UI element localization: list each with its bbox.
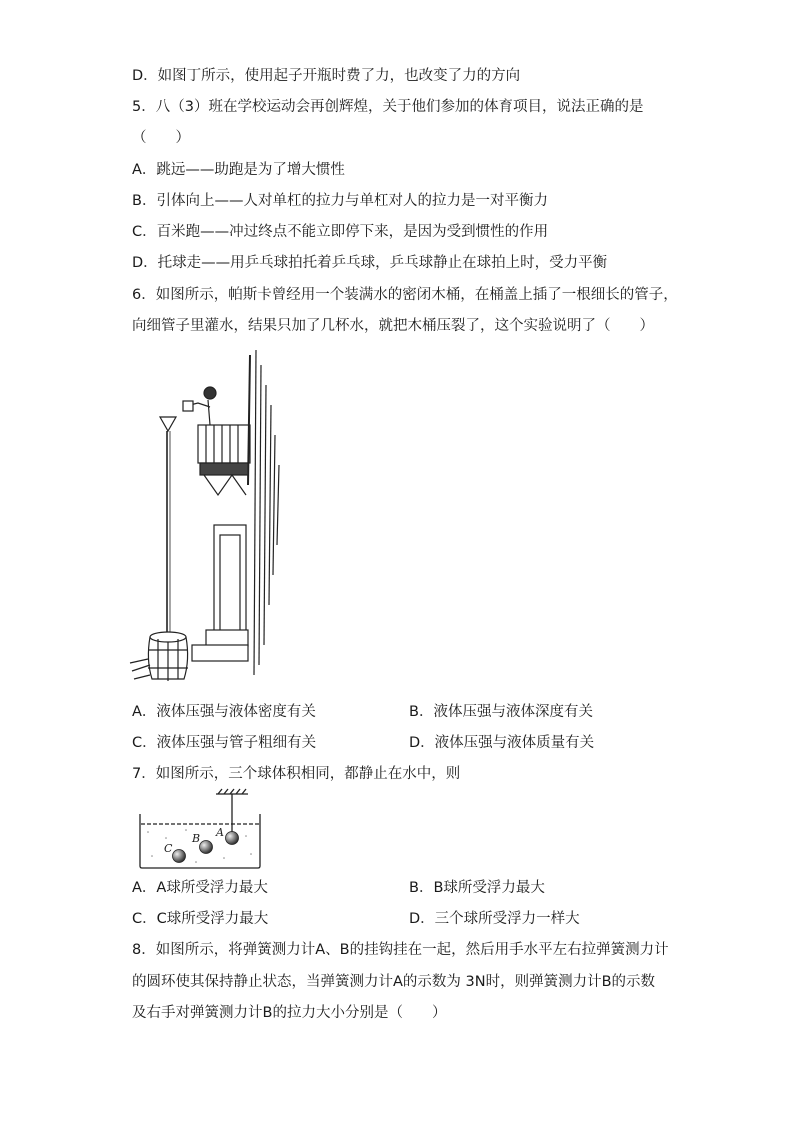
question-7-option-c: C．C球所受浮力最大 [132, 911, 269, 927]
ball-a [226, 832, 239, 845]
question-8-stem-line-3: 及右手对弹簧测力计B的拉力大小分别是（ ） [132, 1005, 447, 1021]
question-6-option-c: C．液体压强与管子粗细有关 [132, 735, 317, 751]
question-5-option-b: B．引体向上——人对单杠的拉力与单杠对人的拉力是一对平衡力 [132, 193, 548, 209]
pascal-barrel-figure [128, 345, 288, 690]
question-4-option-d: D．如图丁所示，使用起子开瓶时费了力，也改变了力的方向 [132, 68, 521, 84]
label-a: A [216, 826, 224, 839]
question-5-blank: （ ） [132, 130, 190, 146]
question-8-stem-line-1: 8．如图所示，将弹簧测力计A、B的挂钩挂在一起，然后用手水平左右拉弹簧测力计 [132, 942, 669, 958]
ball-b [200, 841, 213, 854]
question-8-stem-line-2: 的圆环使其保持静止状态，当弹簧测力计A的示数为 3N时，则弹簧测力计B的示数 [132, 974, 656, 990]
label-c: C [164, 842, 173, 855]
question-5-option-d: D．托球走——用乒乓球拍托着乒乓球，乒乓球静止在球拍上时，受力平衡 [132, 255, 608, 271]
question-6-option-d: D．液体压强与液体质量有关 [409, 735, 595, 751]
ball-c [173, 850, 186, 863]
question-6-stem-line-1: 6．如图所示，帕斯卡曾经用一个装满水的密闭木桶，在桶盖上插了一根细长的管子， [132, 287, 678, 303]
question-6-option-a: A．液体压强与液体密度有关 [132, 704, 316, 720]
question-6-option-b: B．液体压强与液体深度有关 [409, 704, 593, 720]
question-7-option-a: A．A球所受浮力最大 [132, 880, 268, 896]
question-7-option-b: B．B球所受浮力最大 [409, 880, 545, 896]
question-5-option-c: C．百米跑——冲过终点不能立即停下来，是因为受到惯性的作用 [132, 224, 549, 240]
question-7-stem: 7．如图所示，三个球体积相同，都静止在水中，则 [132, 766, 461, 782]
question-5-option-a: A．跳远——助跑是为了增大惯性 [132, 162, 345, 178]
question-6-stem-line-2: 向细管子里灌水，结果只加了几杯水，就把木桶压裂了，这个实验说明了（ ） [132, 318, 654, 334]
question-7-option-d: D．三个球所受浮力一样大 [409, 911, 580, 927]
label-b: B [192, 832, 201, 845]
question-5-stem: 5．八（3）班在学校运动会再创辉煌，关于他们参加的体育项目，说法正确的是 [132, 99, 644, 115]
three-balls-water-figure [136, 786, 264, 872]
